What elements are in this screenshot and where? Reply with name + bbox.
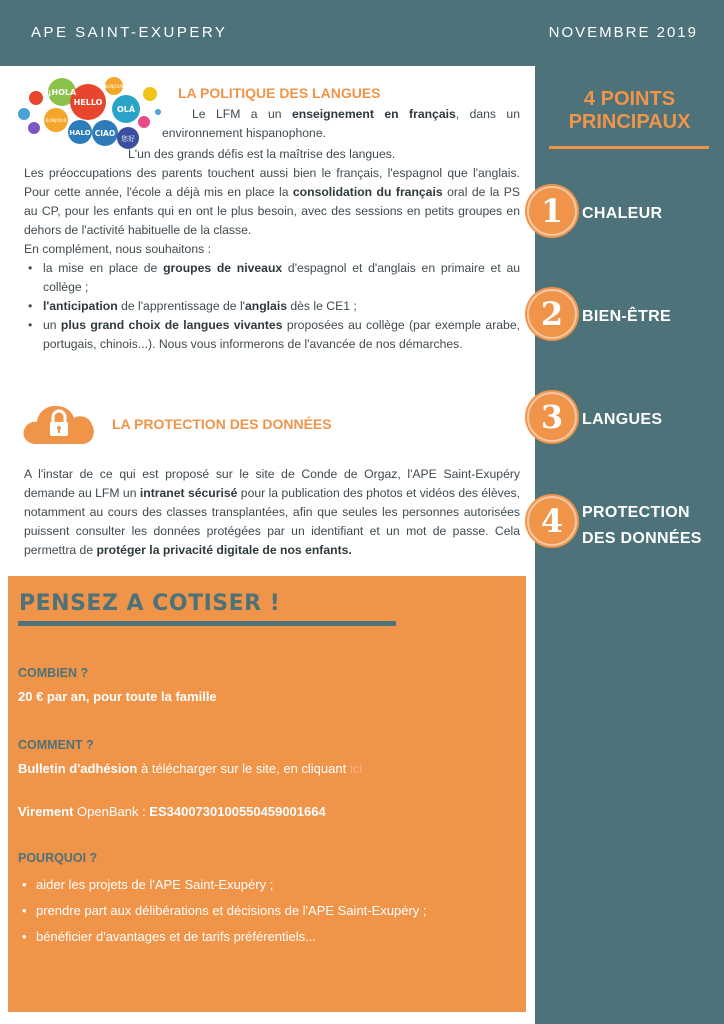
- list-item: [24, 259, 520, 297]
- list-item: [24, 316, 520, 354]
- number-badge-2: [527, 289, 577, 339]
- text-run: la mise en place de: [43, 261, 164, 275]
- text-run: à télécharger sur le site, en cliquant: [137, 761, 350, 776]
- membership-title: PENSEZ A COTISER !: [19, 591, 281, 616]
- list-item: [24, 297, 520, 316]
- point-label-line1: PROTECTION: [582, 504, 690, 521]
- bubble-text: HELLO: [73, 98, 103, 107]
- iban: ES3400730100550459001664: [149, 804, 326, 819]
- point-chaleur: [527, 186, 716, 246]
- text-run: dès le CE1 ;: [286, 299, 357, 313]
- number-badge-3: [527, 392, 577, 442]
- bubble-text: BONJOUR: [104, 84, 124, 89]
- point-langues: [527, 392, 716, 452]
- text-run-bold: Bulletin d'adhésion: [18, 761, 138, 776]
- sidebar-title: [535, 88, 724, 134]
- text-run: oral de la PS au CP, pour les enfants qui en ont le plus besoin, avec des sessions en petits groupes en dehors de l'activité habituelle de la classe.: [24, 185, 520, 237]
- text-run-bold: consolidation du français: [292, 185, 443, 199]
- languages-body: [24, 164, 520, 354]
- text-run-bold: intranet sécurisé: [139, 486, 238, 500]
- wishes-list: [24, 259, 520, 354]
- languages-intro-2: L'un des grands défis est la maîtrise des langues.: [128, 147, 396, 161]
- bubble-text: BONJOUR: [45, 119, 67, 124]
- question-pourquoi: POURQUOI ?: [18, 851, 98, 865]
- membership-title-underline: [18, 621, 396, 626]
- languages-intro: [162, 105, 520, 143]
- sidebar-title-line2: PRINCIPAUX: [568, 111, 691, 133]
- point-bien-etre: [527, 289, 716, 349]
- point-protection-donnees: [527, 496, 716, 556]
- question-combien: COMBIEN ?: [18, 666, 89, 680]
- answer-form: [18, 761, 362, 776]
- point-number: 4: [540, 502, 564, 540]
- issue-date: NOVEMBRE 2019: [548, 24, 698, 41]
- text-run: un: [43, 318, 61, 332]
- reasons-list: [18, 872, 427, 950]
- point-label: BIEN-ÊTRE: [582, 308, 671, 325]
- number-badge-1: [527, 186, 577, 236]
- languages-paragraph: [24, 164, 520, 240]
- text-run: Les préoccupations des parents touchent aussi bien le français, l'espagnol que l'anglais. Pour cette année, l'école a déjà mis en place la: [24, 166, 520, 199]
- text-run: , dans un environnement hispanophone.: [162, 107, 520, 140]
- text-run-bold: protéger la privacité digitale de nos enfants.: [96, 543, 352, 557]
- point-label-line2: DES DONNÉES: [582, 530, 702, 547]
- point-number: 2: [540, 295, 564, 333]
- text-run-bold: Virement: [18, 804, 74, 819]
- point-number: 1: [540, 192, 564, 230]
- speech-bubbles-icon: [16, 76, 161, 151]
- text-run-bold: enseignement en français: [291, 107, 456, 121]
- text-run: proposées au collège (par exemple arabe, portugais, chinois...). Nous vous informerons de l'avancée de nos démarches.: [43, 318, 520, 351]
- text-run-bold: groupes de niveaux: [163, 261, 283, 275]
- bubble-text: HALO: [69, 129, 91, 137]
- section-title-data-protection: LA PROTECTION DES DONNÉES: [112, 416, 332, 432]
- list-item: • bénéficier d'avantages et de tarifs préférentiels...: [18, 924, 427, 950]
- answer-transfer: [18, 804, 326, 819]
- list-item: • prendre part aux délibérations et décisions de l'APE Saint-Exupéry ;: [18, 898, 427, 924]
- text-run: d'espagnol et d'anglais en primaire et au collège ;: [43, 261, 520, 294]
- text-run: A l'instar de ce qui est proposé sur le site de Conde de Orgaz, l'APE Saint-Exupéry demande au LFM un: [24, 467, 520, 500]
- text-run: OpenBank :: [73, 804, 150, 819]
- section-title-languages: LA POLITIQUE DES LANGUES: [178, 85, 381, 101]
- sidebar: [535, 66, 724, 1024]
- point-label: CHALEUR: [582, 205, 663, 222]
- sidebar-divider: [549, 146, 709, 149]
- association-name: APE SAINT-EXUPERY: [31, 24, 228, 41]
- text-run-bold: anglais: [244, 299, 287, 313]
- text-run-bold: l'anticipation: [43, 299, 118, 313]
- languages-paragraph-2: En complément, nous souhaitons :: [24, 242, 211, 256]
- cloud-lock-icon: [22, 400, 96, 446]
- question-comment: COMMENT ?: [18, 738, 94, 752]
- data-protection-paragraph: [24, 465, 520, 560]
- list-item: • aider les projets de l'APE Saint-Exupéry ;: [18, 872, 427, 898]
- text-run: de l'apprentissage de l': [117, 299, 245, 313]
- point-label: [582, 500, 702, 552]
- membership-box: [8, 576, 526, 1012]
- answer-price: 20 € par an, pour toute la famille: [18, 689, 217, 704]
- text-run-bold: plus grand choix de langues vivantes: [60, 318, 283, 332]
- bubble-text: CIAO: [94, 129, 116, 138]
- sidebar-title-line1: 4 POINTS: [583, 88, 676, 110]
- bubble-text: 您好: [121, 135, 135, 143]
- text-run: Le LFM a un: [192, 107, 292, 121]
- bubble-text: ¡HOLA: [47, 88, 77, 97]
- number-badge-4: [527, 496, 577, 546]
- point-number: 3: [540, 398, 564, 436]
- text-run: pour la publication des photos et vidéos des élèves, notamment au cours des classes transplantées, afin que seules les personnes autorisées puissent consulter les données protégées par un identifiant et un mot de passe. Cela permettra de: [24, 486, 520, 557]
- page-header: [0, 0, 724, 66]
- point-label: LANGUES: [582, 411, 663, 428]
- bubble-text: OLÁ: [116, 105, 136, 114]
- download-link[interactable]: ici: [349, 761, 363, 776]
